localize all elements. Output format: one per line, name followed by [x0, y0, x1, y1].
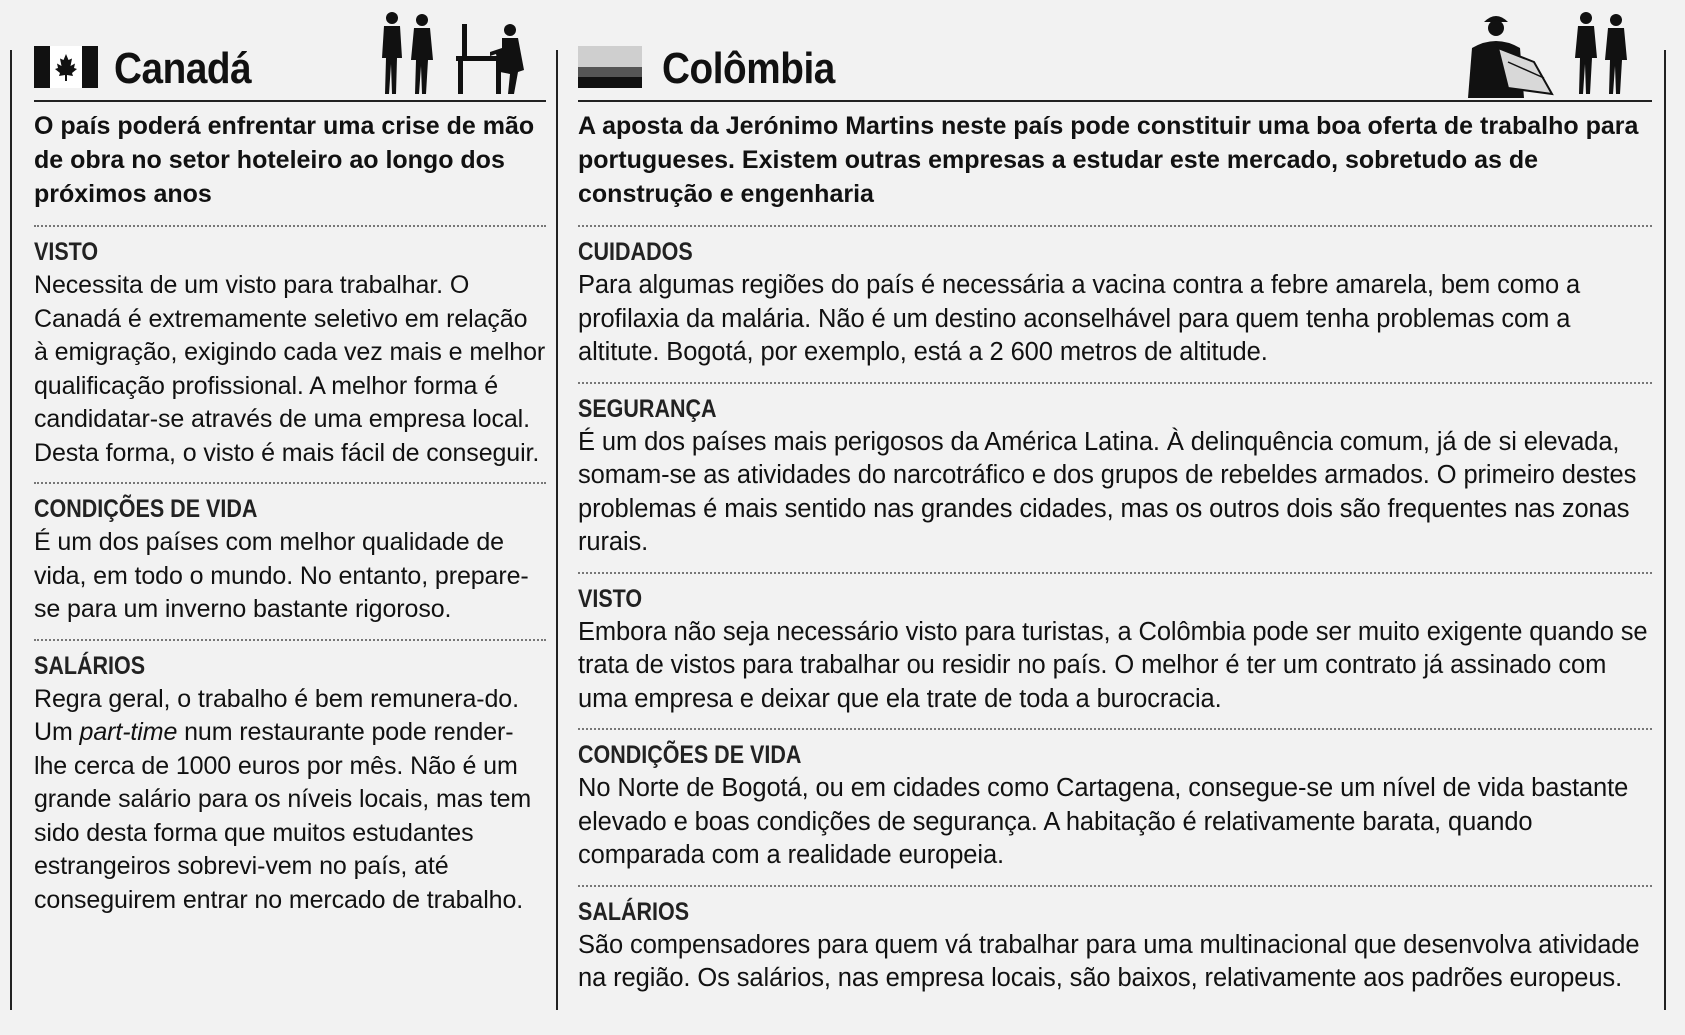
colombia-section-visto — [578, 574, 1652, 731]
section-body: Necessita de um visto para trabalhar. O Canadá é extremamente seletivo em relação à emigração, exigindo cada vez mais e melhor qualificação profissional. A melhor forma é candidatar-se através de uma empresa local. Desta forma, o visto é mais fácil de conseguir. — [34, 271, 546, 467]
businessmen-illustration-icon — [1464, 8, 1634, 98]
right-rule — [1664, 50, 1666, 1010]
section-title: SALÁRIOS — [578, 897, 690, 926]
colombia-title: Colômbia — [662, 44, 835, 93]
canada-title: Canadá — [114, 44, 252, 93]
section-body — [34, 683, 546, 918]
body-text: num restaurante pode render-lhe cerca de 1000 euros por mês. Não é um grande salário para os níveis locais, mas tem sido desta forma que muitos estudantes estrangeiros sobrevi-vem no país, até conseguirem entrar no mercado de trabalho. — [34, 718, 532, 914]
section-body: No Norte de Bogotá, ou em cidades como Cartagena, consegue-se um nível de vida bastante elevado e boas condições de segurança. A habitação é relativamente barata, quando comparada com a realidade europeia. — [578, 774, 1629, 869]
canada-header — [34, 0, 546, 102]
section-title: VISTO — [34, 238, 99, 266]
colombia-section-condicoes — [578, 730, 1652, 887]
section-body: São compensadores para quem vá trabalhar para uma multinacional que desenvolva atividade na região. Os salários, nas empresa locais, são baixos, relativamente aos padrões europeus. — [578, 930, 1640, 992]
colombia-section-seguranca — [578, 384, 1652, 574]
canada-section-condicoes — [34, 484, 546, 641]
canada-intro: O país poderá enfrentar uma crise de mão de obra no setor hoteleiro ao longo dos próximos anos — [34, 102, 546, 227]
workers-illustration-icon — [378, 8, 528, 98]
section-title: VISTO — [578, 584, 643, 613]
section-body: Embora não seja necessário visto para turistas, a Colômbia pode ser muito exigente quando se trata de vistos para trabalhar ou residir no país. O melhor é ter um contrato já assinado com uma empresa e deixar que ela trate de toda a burocracia. — [578, 617, 1648, 713]
colombia-flag-icon — [578, 46, 642, 88]
section-body: É um dos países com melhor qualidade de vida, em todo o mundo. No entanto, prepare-se para um inverno bastante rigoroso. — [34, 528, 529, 623]
colombia-column — [578, 0, 1652, 1008]
section-title: CONDIÇÕES DE VIDA — [578, 741, 802, 769]
body-italic-term: part-time — [79, 718, 178, 746]
section-body: É um dos países mais perigosos da América Latina. À delinquência comum, já de si elevada, somam-se as atividades do narcotráfico e dos grupos de rebeldes armados. O primeiro destes problemas é mais sentido nas grandes cidades, mas os outros dois são frequentes nas zonas rurais. — [578, 427, 1637, 556]
colombia-header — [578, 0, 1652, 102]
section-title: CUIDADOS — [578, 238, 693, 266]
center-rule — [556, 50, 558, 1010]
section-body: Para algumas regiões do país é necessária a vacina contra a febre amarela, bem como a profilaxia da malária. Não é um destino aconselhável para quem tenha problemas com a altitute. Bogotá, por exemplo, está a 2 600 metros de altitude. — [578, 271, 1581, 366]
section-title: CONDIÇÕES DE VIDA — [34, 495, 258, 523]
section-title: SEGURANÇA — [578, 394, 717, 423]
colombia-intro: A aposta da Jerónimo Martins neste país pode constituir uma boa oferta de trabalho para portugueses. Existem outras empresas a estudar este mercado, sobretudo as de construção e engenharia — [578, 102, 1652, 227]
colombia-section-cuidados — [578, 227, 1652, 384]
section-title: SALÁRIOS — [34, 651, 146, 680]
colombia-section-salarios — [578, 887, 1652, 1008]
canada-section-salarios — [34, 641, 546, 930]
body-text: Regra geral, o trabalho é bem remunera-do. Um — [34, 684, 519, 746]
canada-column — [34, 0, 546, 929]
canada-flag-icon — [34, 46, 98, 88]
left-rule — [10, 50, 12, 1010]
canada-section-visto — [34, 227, 546, 484]
